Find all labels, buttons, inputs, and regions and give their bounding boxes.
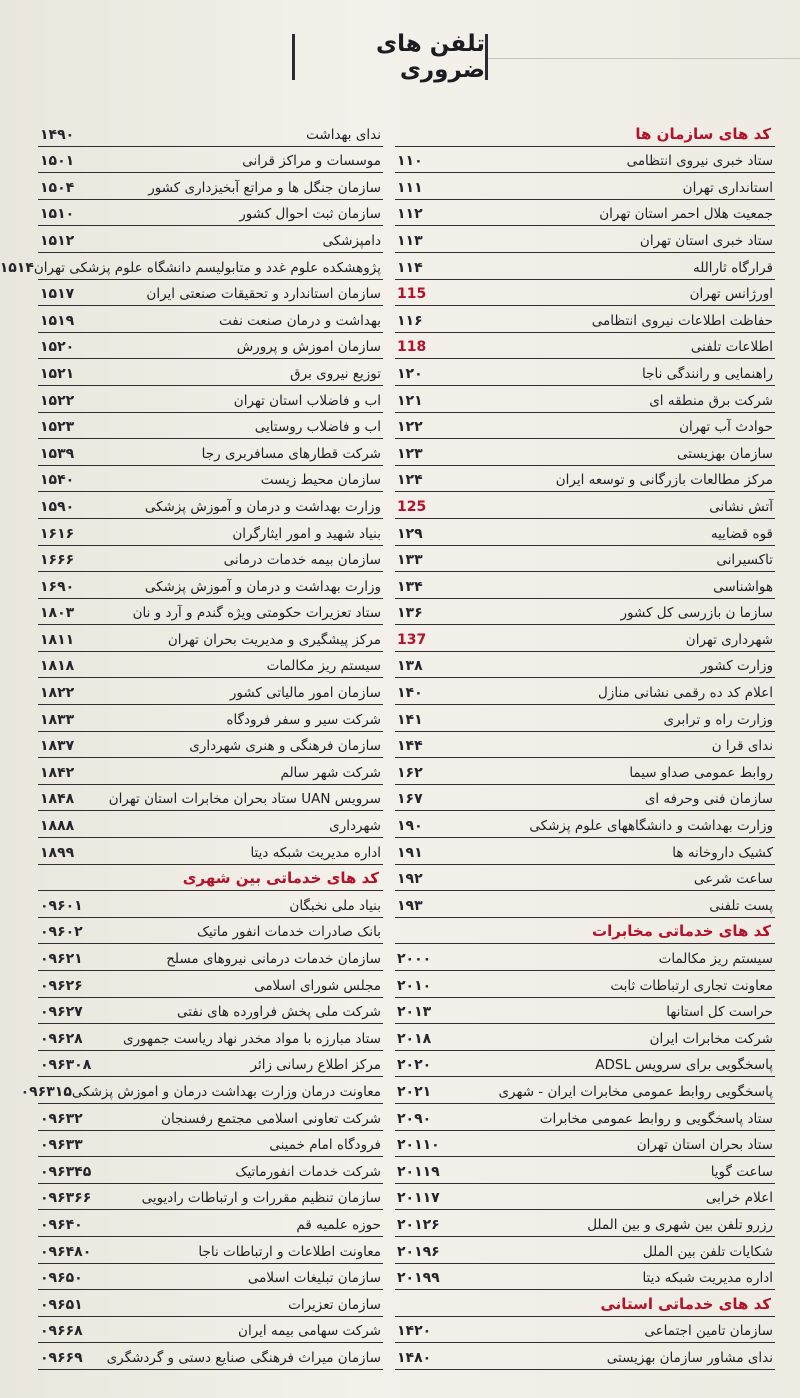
- phone-entry: [395, 147, 775, 174]
- entry-name: اب و فاضلاب روستایی: [254, 419, 381, 436]
- section-heading: کد های خدماتی مخابرات: [395, 918, 775, 945]
- entry-number: ۱۵۲۱: [40, 365, 75, 382]
- entry-number: ۱۶۱۶: [40, 525, 75, 542]
- entry-number: ۱۲۲: [397, 419, 423, 436]
- entry-number: ۱۵۲۰: [40, 339, 75, 356]
- entry-name: راهنمایی و رانندگی ناجا: [642, 365, 773, 382]
- entry-name: سازمان فنی وحرفه ای: [644, 791, 773, 808]
- entry-name: شرکت سهامی بیمه ایران: [238, 1323, 381, 1340]
- phone-entry: [395, 173, 775, 200]
- entry-number: ۰۹۶۵۰: [40, 1270, 83, 1287]
- phone-entry: [38, 439, 383, 466]
- entry-number: ۱۵۲۲: [40, 392, 75, 409]
- phone-entry: [38, 1210, 383, 1237]
- entry-number: ۲۰۹۰: [397, 1110, 432, 1127]
- entry-number: ۱۵۱۹: [40, 312, 75, 329]
- entry-name: ستاد خبری نیروی انتظامی: [626, 153, 773, 170]
- entry-name: ستاد مبارزه با مواد مخدر نهاد ریاست جمهوری: [123, 1030, 381, 1047]
- entry-number: ۲۰۱۸: [397, 1030, 432, 1047]
- entry-number: ۰۹۶۴۸۰: [40, 1243, 92, 1260]
- phone-entry: [38, 998, 383, 1025]
- entry-name: ستاد تعزیرات حکومتی ویژه گندم و آرد و نان: [132, 605, 381, 622]
- left-column: [0, 120, 383, 1370]
- entry-number: 115: [397, 286, 427, 303]
- entry-name: تاکسیرانی: [716, 552, 773, 569]
- entry-number: ۰۹۶۰۲: [40, 924, 83, 941]
- entry-name: معاونت درمان وزارت بهداشت درمان و اموزش پزشکی: [71, 1083, 381, 1100]
- entry-name: مرکز مطالعات بازرگانی و توسعه ایران: [555, 472, 773, 489]
- entry-number: ۱۸۸۸: [40, 818, 75, 835]
- phone-entry: [395, 492, 775, 519]
- entry-number: ۱۴۹۰: [40, 126, 75, 143]
- phone-entry: [395, 333, 775, 360]
- section-heading: کد های خدماتی بین شهری: [38, 865, 383, 892]
- entry-name: قرارگاه ثارالله: [692, 259, 773, 276]
- entry-number: ۱۸۱۱: [40, 631, 75, 648]
- phone-entry: [395, 811, 775, 838]
- entry-number: ۱۸۰۳: [40, 605, 75, 622]
- entry-name: توزیع نیروی برق: [290, 365, 381, 382]
- entry-number: ۱۶۹۰: [40, 578, 75, 595]
- entry-name: اداره مدیریت شبکه دیتا: [642, 1270, 773, 1287]
- entry-name: فرودگاه امام خمینی: [269, 1137, 381, 1154]
- entry-name: رزرو تلفن بین شهری و بین الملل: [587, 1216, 773, 1233]
- right-column: [395, 120, 775, 1370]
- entry-name: قوه قضاییه: [710, 525, 773, 542]
- entry-number: ۲۰۱۳: [397, 1004, 432, 1021]
- entry-name: سازمان ثبت احوال کشور: [239, 206, 381, 223]
- phone-entry: [38, 625, 383, 652]
- entry-name: حوزه علمیه قم: [296, 1216, 381, 1233]
- entry-number: 118: [397, 339, 427, 356]
- entry-number: ۱۳۶: [397, 605, 423, 622]
- phone-entry: [38, 918, 383, 945]
- entry-number: ۱۵۱۷: [40, 286, 75, 303]
- entry-name: ستاد بحران استان تهران: [636, 1137, 773, 1154]
- phone-entry: [395, 599, 775, 626]
- phone-entry: [395, 865, 775, 892]
- phone-entry: [38, 944, 383, 971]
- entry-name: سازما ن بازرسی کل کشور: [620, 605, 773, 622]
- entry-number: ۰۹۶۳۳: [40, 1137, 83, 1154]
- entry-name: سازمان استاندارد و تحقیقات صنعتی ایران: [146, 286, 381, 303]
- phone-entry: [38, 891, 383, 918]
- entry-name: ندای مشاور سازمان بهزیستی: [606, 1349, 773, 1366]
- phone-entry: [395, 838, 775, 865]
- phone-entry: [395, 253, 775, 280]
- entry-name: معاونت تجاری ارتباطات ثابت: [610, 977, 773, 994]
- phone-entry: [395, 1104, 775, 1131]
- phone-entry: [38, 1290, 383, 1317]
- entry-number: ۱۸۳۳: [40, 711, 75, 728]
- entry-name: بنیاد شهید و امور ایثارگران: [232, 525, 381, 542]
- entry-number: ۰۹۶۶۸: [40, 1323, 83, 1340]
- entry-number: ۲۰۰۰: [397, 951, 432, 967]
- phone-entry: [395, 891, 775, 918]
- phone-entry: [395, 732, 775, 759]
- entry-number: ۲۰۱۹۹: [397, 1270, 440, 1287]
- phone-entry: [38, 147, 383, 174]
- phone-entry: [38, 519, 383, 546]
- entry-name: سازمان جنگل ها و مراتع آبخیزداری کشور: [148, 179, 381, 196]
- phone-entry: [395, 386, 775, 413]
- entry-number: ۱۵۱۲: [40, 232, 75, 249]
- entry-name: ندای قرا ن: [711, 738, 773, 755]
- entry-number: ۱۸۴۸: [40, 791, 75, 808]
- entry-name: استانداری تهران: [682, 179, 773, 196]
- phone-entry: [395, 1343, 775, 1370]
- entry-name: ستاد خبری استان تهران: [639, 232, 773, 249]
- phone-entry: [395, 758, 775, 785]
- entry-number: ۱۵۳۹: [40, 445, 75, 462]
- phone-entry: [38, 758, 383, 785]
- entry-number: ۰۹۶۲۱: [40, 951, 83, 967]
- phone-entry: [38, 306, 383, 333]
- entry-name: سازمان تبلیغات اسلامی: [247, 1270, 381, 1287]
- entry-number: ۱۴۴: [397, 738, 423, 755]
- entry-number: ۱۸۲۲: [40, 685, 75, 702]
- entry-number: ۱۴۲۰: [397, 1323, 432, 1340]
- entry-number: ۱۳۴: [397, 578, 423, 595]
- entry-name: اداره مدیریت شبکه دیتا: [250, 844, 381, 861]
- entry-number: ۲۰۱۱۰: [397, 1137, 440, 1154]
- entry-number: ۰۹۶۰۱: [40, 897, 83, 914]
- phone-entry: [395, 678, 775, 705]
- phone-entry: [395, 1210, 775, 1237]
- phone-entry: [38, 572, 383, 599]
- entry-number: ۰۹۶۳۱۵: [20, 1083, 72, 1100]
- entry-name: مرکز پیشگیری و مدیریت بحران تهران: [167, 631, 381, 648]
- entry-number: ۱۵۰۱: [40, 153, 75, 170]
- entry-name: وزارت بهداشت و درمان و آموزش پزشکی: [144, 578, 381, 595]
- entry-name: ندای بهداشت: [306, 126, 381, 143]
- entry-number: ۰۹۶۲۷: [40, 1004, 83, 1021]
- entry-name: مرکز اطلاع رسانی زائر: [250, 1057, 381, 1074]
- entry-name: شرکت شهر سالم: [280, 764, 381, 781]
- entry-name: وزارت بهداشت و دانشگاههای علوم پزشکی: [529, 818, 773, 835]
- entry-number: ۰۹۶۶۹: [40, 1349, 83, 1366]
- entry-name: روابط عمومی صداو سیما: [629, 764, 773, 781]
- phone-entry: [395, 306, 775, 333]
- phone-entry: [395, 439, 775, 466]
- entry-number: ۱۵۴۰: [40, 472, 75, 489]
- entry-name: وزارت راه و ترابری: [663, 711, 773, 728]
- phone-entry: [395, 1184, 775, 1211]
- phone-entry: [38, 1131, 383, 1158]
- entry-name: اعلام کد ده رقمی نشانی منازل: [598, 685, 773, 702]
- phone-entry: [38, 1157, 383, 1184]
- entry-name: سازمان فرهنگی و هنری شهرداری: [189, 738, 381, 755]
- entry-name: موسسات و مراکز قرانی: [242, 153, 381, 170]
- entry-number: 125: [397, 498, 427, 515]
- entry-name: اورژانس تهران: [689, 286, 773, 303]
- page-title: تلفن های ضروری: [376, 31, 485, 83]
- entry-number: ۱۹۱: [397, 844, 423, 861]
- entry-number: ۲۰۱۱۷: [397, 1190, 440, 1207]
- phone-entry: [0, 253, 383, 280]
- phone-entry: [38, 120, 383, 147]
- phone-entry: [38, 466, 383, 493]
- phone-entry: [395, 546, 775, 573]
- entry-name: شهرداری: [329, 818, 381, 835]
- phone-entry: [395, 280, 775, 307]
- phone-entry: [395, 1237, 775, 1264]
- phone-entry: [395, 1051, 775, 1078]
- entry-name: سازمان میراث فرهنگی صنایع دستی و گردشگری: [106, 1349, 381, 1366]
- entry-number: ۱۹۲: [397, 871, 423, 888]
- phone-entry: [38, 811, 383, 838]
- entry-name: ستاد پاسخگویی و روابط عمومی مخابرات: [539, 1110, 773, 1127]
- entry-number: ۱۸۴۲: [40, 764, 75, 781]
- entry-name: سازمان تعزیرات: [288, 1296, 381, 1313]
- entry-name: شهرداری تهران: [685, 631, 773, 648]
- entry-name: پژوهشکده علوم غدد و متابولیسم دانشگاه علوم پزشکی تهران: [33, 259, 381, 276]
- entry-name: شکایات تلفن بین الملل: [642, 1243, 773, 1260]
- entry-number: ۲۰۱۰: [397, 977, 432, 994]
- phone-entry: [395, 1317, 775, 1344]
- entry-number: ۱۵۱۰: [40, 206, 75, 223]
- entry-number: ۰۹۶۳۶۶: [40, 1190, 92, 1207]
- entry-name: معاونت اطلاعات و ارتباطات ناجا: [198, 1243, 381, 1260]
- entry-number: ۱۲۴: [397, 472, 423, 489]
- entry-number: ۱۸۱۸: [40, 658, 75, 675]
- phone-entry: [395, 1131, 775, 1158]
- phone-entry: [38, 1024, 383, 1051]
- entry-number: ۰۹۶۲۸: [40, 1030, 83, 1047]
- entry-name: شرکت قطارهای مسافربری رجا: [201, 445, 381, 462]
- phone-entry: [38, 359, 383, 386]
- entry-name: سازمان بهزیستی: [676, 445, 773, 462]
- entry-number: ۱۵۱۴: [0, 259, 34, 276]
- entry-name: شرکت ملی پخش فراورده های نفتی: [176, 1004, 381, 1021]
- phone-entry: [395, 785, 775, 812]
- phone-entry: [395, 466, 775, 493]
- entry-number: ۱۱۱: [397, 179, 423, 196]
- entry-number: ۰۹۶۳۰۸: [40, 1057, 92, 1074]
- phone-entry: [38, 1184, 383, 1211]
- entry-number: ۰۹۶۳۲: [40, 1110, 83, 1127]
- phone-entry: [395, 625, 775, 652]
- phone-entry: [395, 226, 775, 253]
- phone-entry: [395, 200, 775, 227]
- entry-name: بهداشت و درمان صنعت نفت: [218, 312, 381, 329]
- entry-number: ۱۵۲۳: [40, 419, 75, 436]
- phone-entry: [38, 280, 383, 307]
- phone-entry: [38, 1051, 383, 1078]
- entry-name: پاسخگویی برای سرویس ADSL: [595, 1057, 773, 1074]
- entry-number: ۱۶۲: [397, 764, 423, 781]
- entry-name: آتش نشانی: [709, 498, 773, 515]
- entry-number: ۱۱۳: [397, 232, 423, 249]
- phone-entry: [395, 652, 775, 679]
- entry-name: پاسخگویی روابط عمومی مخابرات ایران - شهری: [498, 1083, 773, 1100]
- entry-name: دامپزشکی: [322, 232, 381, 249]
- title-box: [292, 31, 488, 83]
- entry-number: ۱۴۱: [397, 711, 423, 728]
- phone-entry: [38, 173, 383, 200]
- phone-entry: [38, 413, 383, 440]
- entry-number: ۱۲۳: [397, 445, 423, 462]
- entry-number: ۱۸۹۹: [40, 844, 75, 861]
- phone-entry: [395, 998, 775, 1025]
- phone-entry: [38, 200, 383, 227]
- phone-entry: [395, 944, 775, 971]
- entry-name: شرکت خدمات انفورماتیک: [235, 1163, 381, 1180]
- entry-number: ۱۴۸۰: [397, 1349, 432, 1366]
- entry-number: ۱۵۰۴: [40, 179, 75, 196]
- entry-name: حراست کل استانها: [666, 1004, 773, 1021]
- phone-entry: [20, 1077, 383, 1104]
- phone-entry: [38, 1104, 383, 1131]
- entry-number: ۲۰۱۱۹: [397, 1163, 440, 1180]
- entry-number: ۰۹۶۲۶: [40, 977, 83, 994]
- entry-number: ۱۸۳۷: [40, 738, 75, 755]
- phone-entry: [38, 1237, 383, 1264]
- section-heading: کد های خدماتی استانی: [395, 1290, 775, 1317]
- entry-name: بنیاد ملی نخبگان: [289, 897, 381, 914]
- entry-name: ساعت گویا: [710, 1163, 773, 1180]
- entry-name: اطلاعات تلفنی: [690, 339, 773, 356]
- entry-number: ۲۰۲۱: [397, 1083, 432, 1100]
- entry-number: ۱۱۴: [397, 259, 423, 276]
- phone-entry: [38, 838, 383, 865]
- entry-name: جمعیت هلال احمر استان تهران: [599, 206, 773, 223]
- entry-name: سازمان بیمه خدمات درمانی: [223, 552, 381, 569]
- entry-number: ۱۶۶۶: [40, 552, 75, 569]
- entry-name: سیستم ریز مکالمات: [658, 951, 773, 967]
- phone-entry: [38, 1343, 383, 1370]
- entry-number: ۲۰۲۰: [397, 1057, 432, 1074]
- entry-number: ۱۱۶: [397, 312, 423, 329]
- entry-number: ۰۹۶۵۱: [40, 1296, 83, 1313]
- entry-name: بانک صادرات خدمات انفور ماتیک: [196, 924, 381, 941]
- section-heading: کد های سازمان ها: [395, 120, 775, 147]
- entry-number: 137: [397, 631, 427, 648]
- phone-entry: [395, 705, 775, 732]
- phone-entry: [395, 1077, 775, 1104]
- phone-entry: [38, 546, 383, 573]
- phone-entry: [38, 1317, 383, 1344]
- entry-name: شرکت برق منطقه ای: [649, 392, 773, 409]
- entry-name: هواشناسی: [713, 578, 773, 595]
- entry-number: ۱۵۹۰: [40, 498, 75, 515]
- entry-number: ۱۱۲: [397, 206, 423, 223]
- phone-entry: [395, 1157, 775, 1184]
- entry-number: ۱۳۳: [397, 552, 423, 569]
- entry-name: حفاظت اطلاعات نیروی انتظامی: [591, 312, 773, 329]
- entry-name: پست تلفنی: [709, 897, 773, 914]
- phone-entry: [395, 519, 775, 546]
- phone-entry: [395, 1024, 775, 1051]
- entry-name: سرویس UAN ستاد بحران مخابرات استان تهران: [108, 791, 381, 808]
- entry-number: ۱۲۹: [397, 525, 423, 542]
- entry-name: سیستم ریز مکالمات: [266, 658, 381, 675]
- entry-name: شرکت مخابرات ایران: [649, 1030, 773, 1047]
- entry-number: ۲۰۱۲۶: [397, 1216, 440, 1233]
- phone-entry: [38, 599, 383, 626]
- entry-number: ۰۹۶۴۰: [40, 1216, 83, 1233]
- entry-name: کشیک داروخانه ها: [672, 844, 773, 861]
- phone-entry: [395, 413, 775, 440]
- phone-entry: [38, 705, 383, 732]
- entry-name: مجلس شورای اسلامی: [254, 977, 381, 994]
- entry-name: وزارت کشور: [700, 658, 773, 675]
- entry-number: ۱۲۱: [397, 392, 423, 409]
- entry-number: ۱۹۰: [397, 818, 423, 835]
- entry-number: ۰۹۶۳۴۵: [40, 1163, 92, 1180]
- entry-name: حوادث آب تهران: [679, 419, 773, 436]
- phone-entry: [38, 1264, 383, 1291]
- entry-name: اعلام خرابی: [705, 1190, 773, 1207]
- entry-name: ساعت شرعی: [693, 871, 773, 888]
- phone-entry: [395, 971, 775, 998]
- entry-name: وزارت بهداشت و درمان و آموزش پزشکی: [144, 498, 381, 515]
- entry-name: سازمان محیط زیست: [260, 472, 381, 489]
- entry-name: سازمان خدمات درمانی نیروهای مسلح: [166, 951, 381, 967]
- phone-entry: [38, 971, 383, 998]
- entry-name: سازمان اموزش و پرورش: [236, 339, 381, 356]
- entry-name: سازمان امور مالیاتی کشور: [229, 685, 381, 702]
- entry-name: اب و فاضلاب استان تهران: [233, 392, 381, 409]
- phone-entry: [38, 785, 383, 812]
- phone-entry: [38, 652, 383, 679]
- phone-entry: [38, 333, 383, 360]
- phone-entry: [38, 386, 383, 413]
- entry-number: ۱۳۸: [397, 658, 423, 675]
- entry-name: سازمان تامین اجتماعی: [644, 1323, 773, 1340]
- entry-number: ۱۱۰: [397, 153, 423, 170]
- phone-entry: [38, 732, 383, 759]
- phone-entry: [395, 359, 775, 386]
- phone-entry: [38, 226, 383, 253]
- entry-name: سازمان تنظیم مقررات و ارتباطات رادیویی: [141, 1190, 381, 1207]
- entry-name: شرکت تعاونی اسلامی مجتمع رفسنجان: [161, 1110, 381, 1127]
- entry-number: ۱۲۰: [397, 365, 423, 382]
- phone-entry: [38, 492, 383, 519]
- entry-number: ۲۰۱۹۶: [397, 1243, 440, 1260]
- phone-entry: [395, 1264, 775, 1291]
- entry-number: ۱۴۰: [397, 685, 423, 702]
- phone-entry: [395, 572, 775, 599]
- entry-number: ۱۹۳: [397, 897, 423, 914]
- entry-name: شرکت سیر و سفر فرودگاه: [226, 711, 381, 728]
- entry-number: ۱۶۷: [397, 791, 423, 808]
- header-rule: [485, 58, 800, 59]
- phone-entry: [38, 678, 383, 705]
